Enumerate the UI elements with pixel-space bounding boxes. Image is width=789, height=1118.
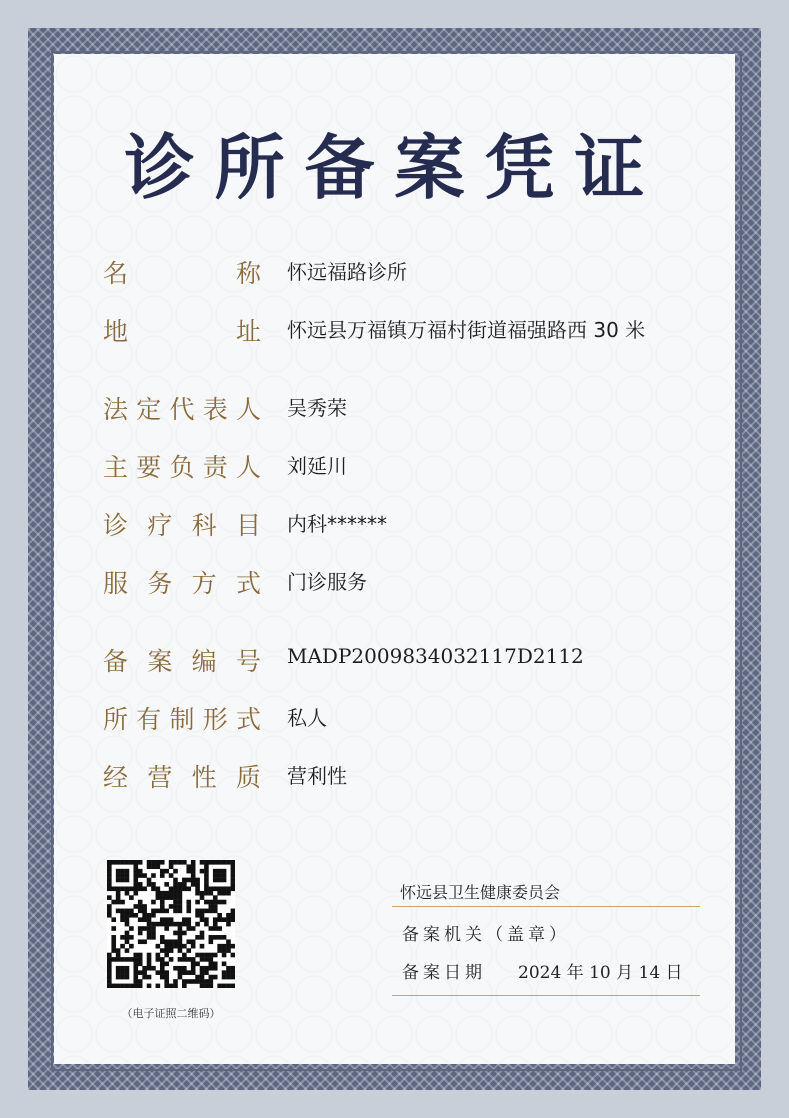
divider-top: [392, 906, 700, 907]
field-value-departments: 内科******: [287, 512, 387, 536]
field-value-name: 怀远福路诊所: [287, 260, 407, 284]
field-value-principal: 刘延川: [287, 454, 347, 478]
field-value-legal-rep: 吴秀荣: [287, 396, 347, 420]
field-label-name: 名 称: [103, 259, 263, 288]
field-label-legal-rep: 法定代表人: [103, 395, 263, 424]
field-value-address: 怀远县万福镇万福村街道福强路西 30 米: [287, 318, 646, 342]
field-value-business-nature: 营利性: [287, 764, 347, 788]
field-label-business-nature: 经营性质: [103, 763, 263, 792]
field-label-ownership: 所有制形式: [103, 705, 263, 734]
field-label-service-mode: 服务方式: [103, 569, 263, 598]
authority-label: 备案机关（盖章）: [402, 925, 570, 945]
field-label-departments: 诊疗科目: [103, 511, 263, 540]
divider-bottom: [392, 995, 700, 996]
field-label-principal: 主要负责人: [103, 453, 263, 482]
date-value: 2024 年 10 月 14 日: [518, 963, 683, 983]
issuer-name: 怀远县卫生健康委员会: [400, 883, 561, 902]
qr-caption: （电子证照二维码）: [121, 1007, 221, 1020]
field-value-service-mode: 门诊服务: [287, 570, 367, 594]
date-label: 备案日期: [402, 963, 486, 983]
field-value-ownership: 私人: [287, 706, 327, 730]
field-label-address: 地 址: [103, 317, 263, 346]
qr-code[interactable]: [107, 860, 235, 988]
field-value-record-number: MADP2009834032117D2112: [287, 644, 584, 668]
certificate-title: 诊所备案凭证: [124, 127, 665, 209]
field-label-record-number: 备案编号: [103, 647, 263, 676]
qr-code-image: [107, 860, 235, 988]
